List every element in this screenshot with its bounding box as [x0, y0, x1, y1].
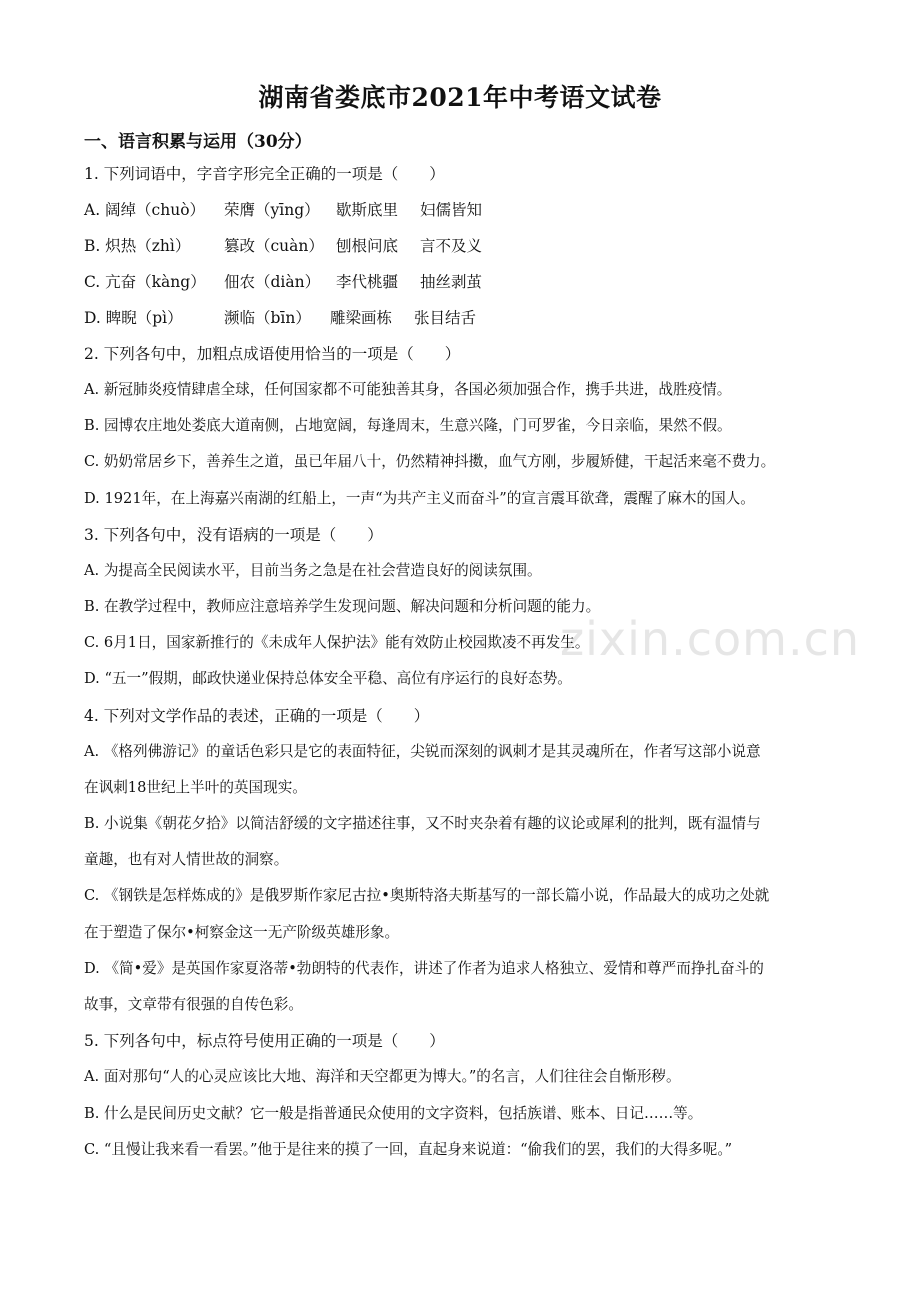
question-3-option-a: A. 为提高全民阅读水平，目前当务之急是在社会营造良好的阅读氛围。 — [84, 562, 542, 579]
question-2-option-c: C. 奶奶常居乡下，善养生之道，虽已年届八十，仍然精神抖擞，血气方刚，步履矫健，干起活来毫不费力。 — [84, 453, 776, 470]
question-2-option-a: A. 新冠肺炎疫情肆虐全球，任何国家都不可能独善其身，各国必须加强合作，携手共进，战胜疫情。 — [84, 381, 732, 398]
question-2-stem: 2. 下列各句中，加粗点成语使用恰当的一项是（ ） — [84, 345, 461, 363]
question-5-stem: 5. 下列各句中，标点符号使用正确的一项是（ ） — [84, 1032, 445, 1050]
question-3-option-b: B. 在教学过程中，教师应注意培养学生发现问题、解决问题和分析问题的能力。 — [84, 598, 601, 615]
question-4-option-b-line-1: B. 小说集《朝花夕拾》以简洁舒缓的文字描述往事，又不时夹杂着有趣的议论或犀利的批判，既有温情与 — [84, 815, 761, 832]
question-4-option-a-line-1: A. 《格列佛游记》的童话色彩只是它的表面特征，尖锐而深刻的讽刺才是其灵魂所在，作者写这部小说意 — [84, 743, 761, 760]
question-1-option-d: D. 睥睨（pì） 濒临（bīn） 雕梁画栋 张目结舌 — [84, 309, 477, 327]
question-4-option-c-line-2: 在于塑造了保尔•柯察金这一无产阶级英雄形象。 — [84, 924, 400, 941]
question-3-option-c: C. 6月1日，国家新推行的《未成年人保护法》能有效防止校园欺凌不再发生。 — [84, 634, 590, 651]
question-4-option-c-line-1: C. 《钢铁是怎样炼成的》是俄罗斯作家尼古拉•奥斯特洛夫斯基写的一部长篇小说，作品最大的成功之处就 — [84, 887, 770, 904]
question-5-option-c: C. “且慢让我来看一看罢。”他于是往来的摸了一回，直起身来说道：“偷我们的罢，我们的大得多呢。” — [84, 1141, 733, 1158]
question-1-stem: 1. 下列词语中，字音字形完全正确的一项是（ ） — [84, 165, 445, 183]
page-title: 湖南省娄底市2021年中考语文试卷 — [258, 83, 662, 112]
question-4-option-a-line-2: 在讽刺18世纪上半叶的英国现实。 — [84, 779, 307, 796]
question-4-option-d-line-2: 故事，文章带有很强的自传色彩。 — [84, 996, 303, 1013]
question-5-option-b: B. 什么是民间历史文献？它一般是指普通民众使用的文字资料，包括族谱、账本、日记……等。 — [84, 1105, 703, 1122]
question-2-option-b: B. 园博农庄地处娄底大道南侧，占地宽阔，每逢周末，生意兴隆，门可罗雀，今日亲临，果然不假。 — [84, 417, 732, 434]
question-4-stem: 4. 下列对文学作品的表述，正确的一项是（ ） — [84, 707, 430, 725]
question-1-option-b: B. 炽热（zhì） 篡改（cuàn） 刨根问底 言不及义 — [84, 237, 483, 255]
question-1-option-c: C. 亢奋（kàng） 佃农（diàn） 李代桃疆 抽丝剥茧 — [84, 273, 483, 291]
question-5-option-a: A. 面对那句“人的心灵应该比大地、海洋和天空都更为博大。”的名言，人们往往会自惭形秽。 — [84, 1068, 681, 1085]
question-4-option-d-line-1: D. 《简•爱》是英国作家夏洛蒂•勃朗特的代表作，讲述了作者为追求人格独立、爱情和尊严而挣扎奋斗的 — [84, 960, 764, 977]
watermark: zixin.com.cn — [560, 612, 861, 666]
question-1-option-a: A. 阔绰（chuò） 荣膺（yīng） 歇斯底里 妇儒皆知 — [84, 201, 483, 219]
section-heading: 一、语言积累与运用（30分） — [84, 132, 312, 152]
question-3-stem: 3. 下列各句中，没有语病的一项是（ ） — [84, 526, 383, 544]
question-4-option-b-line-2: 童趣，也有对人情世故的洞察。 — [84, 851, 289, 868]
question-2-option-d: D. 1921年，在上海嘉兴南湖的红船上，一声“为共产主义而奋斗”的宣言震耳欲聋，震醒了麻木的国人。 — [84, 490, 755, 507]
question-3-option-d: D. “五一”假期，邮政快递业保持总体安全平稳、高位有序运行的良好态势。 — [84, 670, 572, 687]
